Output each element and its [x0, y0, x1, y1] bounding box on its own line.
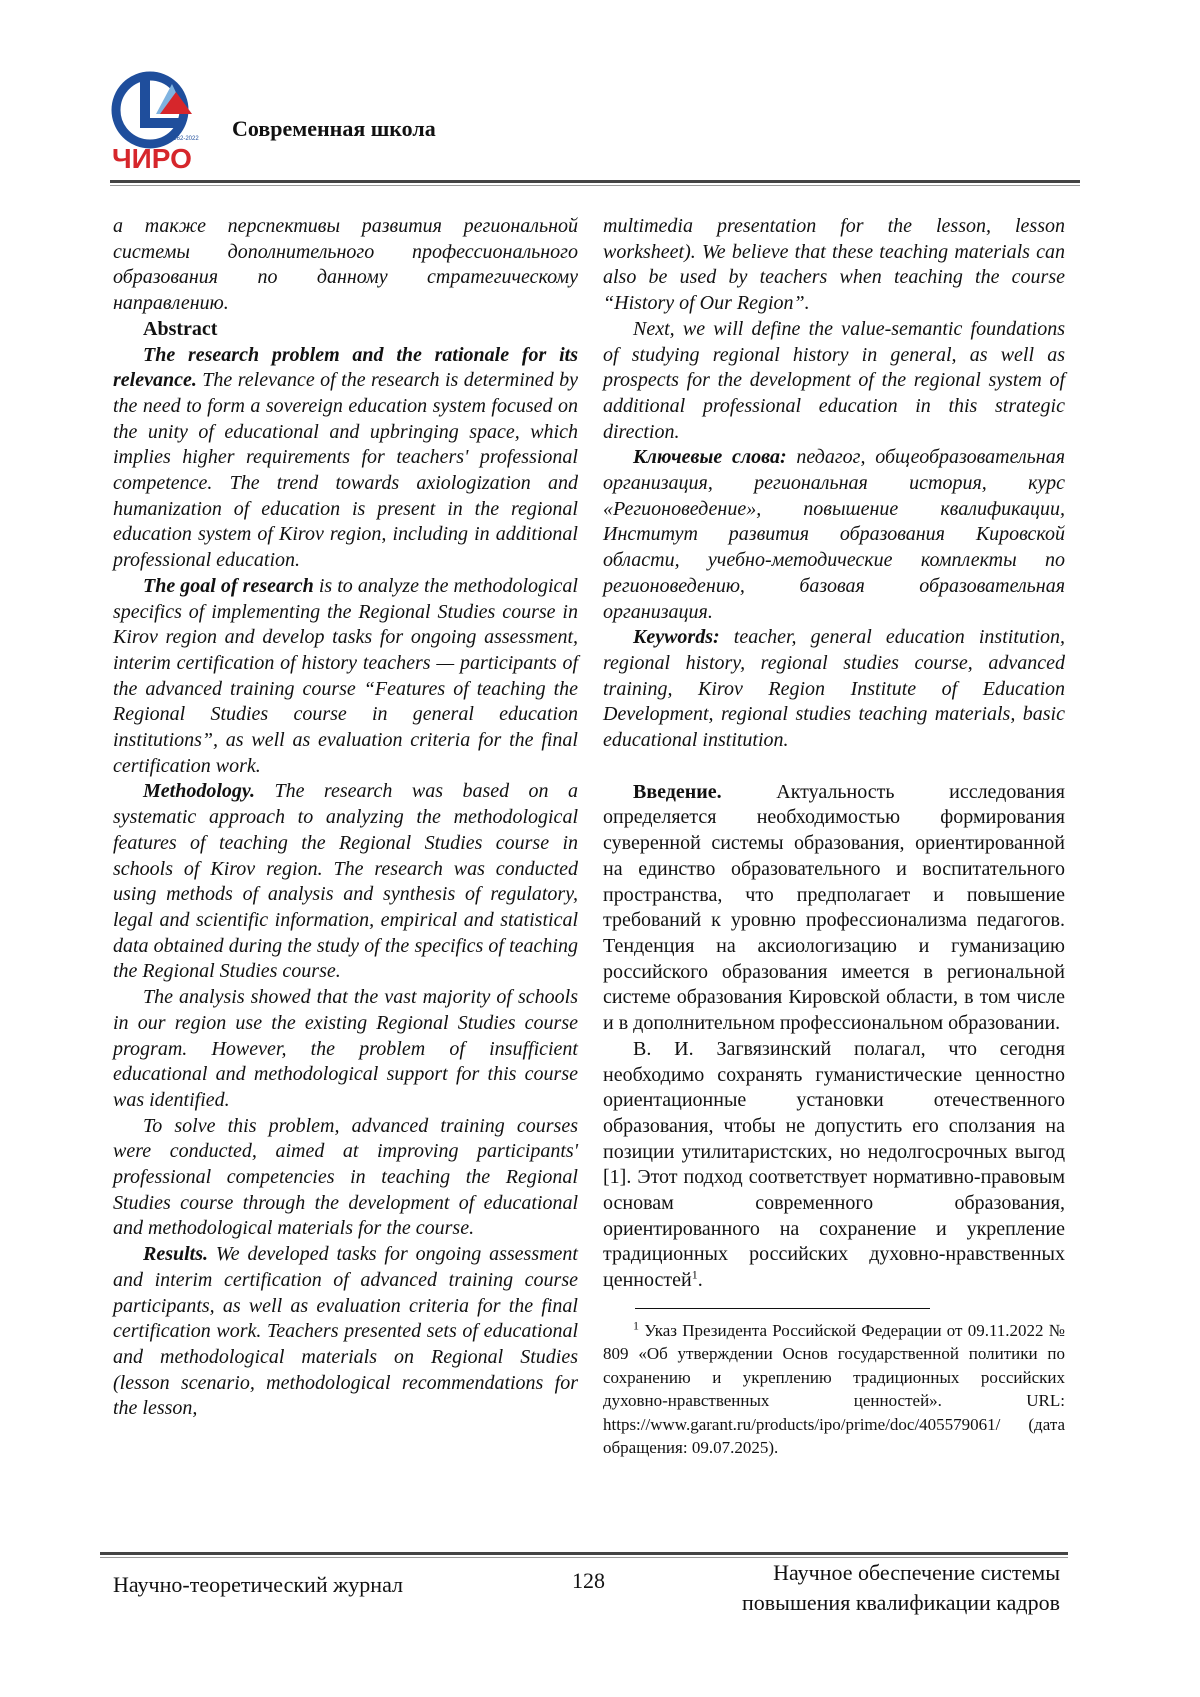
footer-divider: [100, 1552, 1068, 1555]
introduction-text: Актуальность исследования определяется необходимостью формирования суверенной системы образования, ориентированной на единство образовательного и воспитательного пространства, что предполагает и повышение требований к уровню профессионализма педагогов. Тенденция на аксиологизацию и гуманизацию российского образования имеется в региональной системе образования Кировской области, в том числе и в дополнительном профессиональном образовании.: [603, 780, 1065, 1035]
goal-lead: The goal of research: [143, 574, 314, 597]
keywords-ru-lead: Ключевые слова:: [633, 446, 787, 469]
zagvyazinsky-paragraph: [603, 1037, 1065, 1294]
footer-journal-type: Научно-теоретический журнал: [113, 1572, 404, 1597]
problem-lead: The research problem and the rationale for its relevance.: [113, 343, 578, 392]
keywords-en-lead: Keywords:: [633, 626, 720, 649]
right-column: [603, 214, 1065, 1460]
zagvyazinsky-end: .: [697, 1269, 703, 1292]
footnote-divider: [635, 1308, 930, 1309]
keywords-ru-paragraph: [603, 445, 1065, 625]
left-paragraph-results: [113, 1242, 578, 1422]
logo-text: ЧИРО: [112, 143, 192, 174]
abstract-heading: Abstract: [143, 317, 218, 340]
results-lead: Results.: [143, 1243, 209, 1266]
footnote-ref[interactable]: 1: [691, 1267, 698, 1282]
footnote-text: Указ Президента Российской Федерации от 09.11.2022 № 809 «Об утверждении Основ государственной политики по сохранению и укреплению традиционных российских духовно-нравственных ценностей». URL: https://www.garant.ru/products/ipo/prime/doc/405579061/ (дата обращения: 09.07.2025).: [603, 1320, 1065, 1458]
left-paragraph-problem: [113, 343, 578, 574]
left-paragraph-1: а также перспективы развития региональной системы дополнительного профессионального образования по данному стратегическому направлению.: [113, 215, 578, 315]
zagvyazinsky-text: В. И. Загвязинский полагал, что сегодня необходимо сохранять гуманистические ценностно ориентационные установки отечественного образования, чтобы не допустить его сползания на позиции утилитаристских, но недолгосрочных выгод [1]. Этот подход соответствует нормативно-правовым основам современного образования, ориентированного на сохранение и укрепление традиционных российских духовно-нравственных ценностей: [603, 1037, 1065, 1292]
footer-section-line-1: Научное обеспечение системы: [773, 1560, 1060, 1585]
header-divider-thin: [110, 185, 1080, 186]
section-gap: [603, 754, 1065, 780]
footnote-mark: 1: [633, 1318, 639, 1333]
left-paragraph-goal: [113, 574, 578, 780]
footnote: [603, 1319, 1065, 1460]
header-divider: [110, 180, 1080, 183]
keywords-ru-text: педагог, общеобразовательная организация, региональная история, курс «Регионоведение», повышение квалификации, Институт развития образования Кировской области, учебно-методические комплекты по регионоведению, базовая образовательная организация.: [603, 446, 1065, 623]
journal-title: Современная школа: [232, 116, 436, 141]
keywords-en-text: teacher, general education institution, regional history, regional studies course, advanced training, Kirov Region Institute of Education Development, regional studies teaching materials, basic educational institution.: [603, 626, 1065, 752]
footer-section-title: [742, 1558, 1060, 1618]
keywords-en-paragraph: [603, 625, 1065, 754]
introduction-lead: Введение.: [633, 780, 722, 803]
left-column: [113, 214, 578, 1422]
methodology-text: The research was based on a systematic approach to analyzing the methodological features of teaching the Regional Studies course in schools of Kirov region. The research was conducted using methods of analysis and synthesis of regulatory, legal and scientific information, empirical and statistical data obtained during the study of the specifics of teaching the Regional Studies course.: [113, 780, 578, 983]
left-paragraph-methodology: [113, 779, 578, 985]
results-text: We developed tasks for ongoing assessment and interim certification of advanced training course participants, as well as evaluation criteria for the final certification work. Teachers presented sets of educational and methodological materials on Regional Studies (lesson scenario, methodological recommendations for the lesson,: [113, 1243, 578, 1420]
introduction-paragraph: [603, 780, 1065, 1037]
chiro-logo: [110, 70, 205, 175]
goal-text: is to analyze the methodological specifics of implementing the Regional Studies course in Kirov region and develop tasks for ongoing assessment, interim certification of history teachers — participants of the advanced training course “Features of teaching the Regional Studies course in general education institutions”, as well as evaluation criteria for the final certification work.: [113, 574, 578, 777]
page-number: 128: [572, 1568, 605, 1593]
page-header: [110, 70, 1080, 180]
problem-text: The relevance of the research is determined by the need to form a sovereign education system focused on the unity of educational and upbringing space, which implies higher requirements for teachers' professional competence. The trend towards axiologization and humanization of education is present in the regional education system of Kirov region, including in additional professional education.: [113, 369, 578, 572]
footer-section-line-2: повышения квалификации кадров: [742, 1590, 1060, 1615]
left-paragraph-analysis: The analysis showed that the vast majority of schools in our region use the existing Regional Studies course program. However, the problem of insufficient educational and methodological support for this course was identified.: [113, 986, 578, 1111]
right-paragraph-1: multimedia presentation for the lesson, lesson worksheet). We believe that these teaching materials can also be used by teachers when teaching the course “History of Our Region”.: [603, 215, 1065, 315]
left-paragraph-solution: To solve this problem, advanced training courses were conducted, aimed at improving participants' professional competencies in teaching the Regional Studies course through the development of educational and methodological materials for the course.: [113, 1114, 578, 1240]
right-paragraph-2: Next, we will define the value-semantic foundations of studying regional history in general, as well as prospects for the development of the regional system of additional professional education in this strategic direction.: [603, 317, 1065, 443]
logo-small-text: 1962-2022: [170, 136, 199, 142]
methodology-lead: Methodology.: [143, 780, 256, 803]
